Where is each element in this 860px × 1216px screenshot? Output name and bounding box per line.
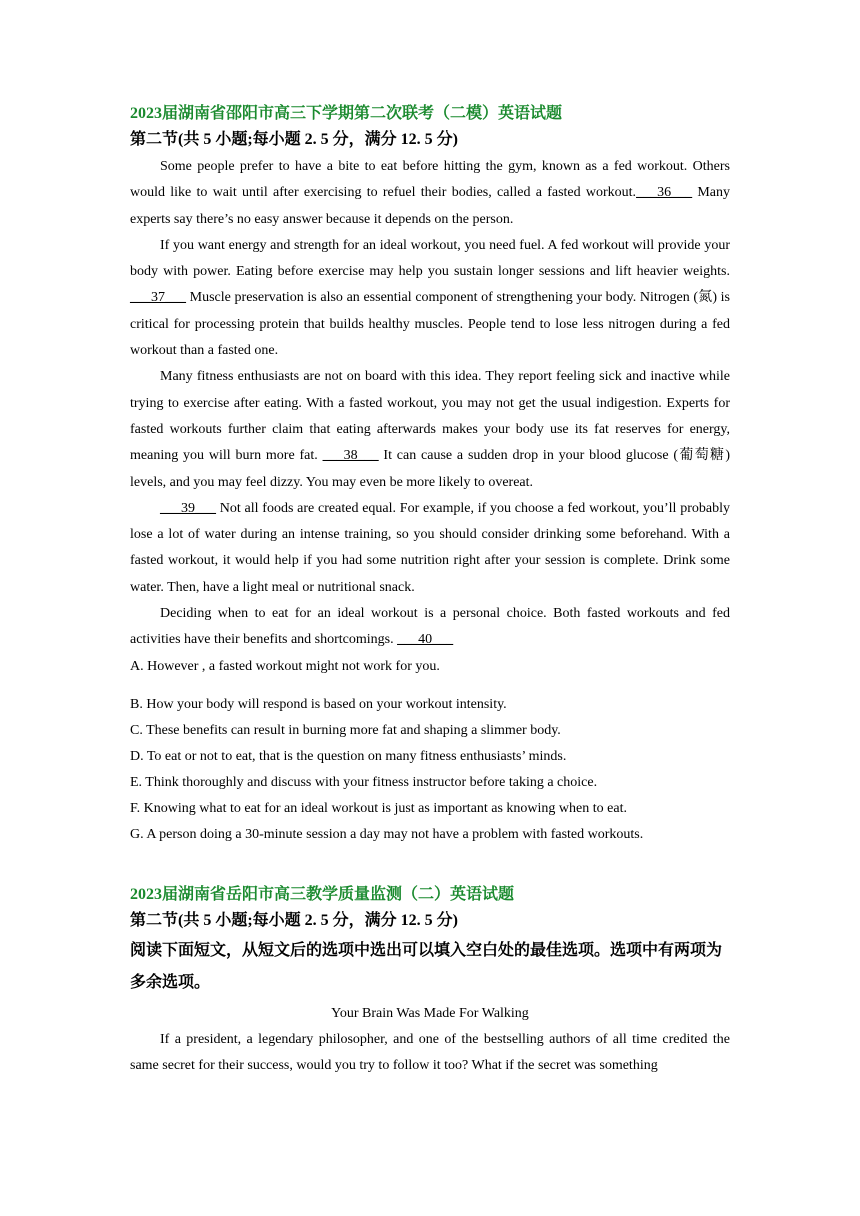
section-gap: [130, 848, 730, 881]
option-f: F. Knowing what to eat for an ideal workout is just as important as knowing when to eat.: [130, 800, 627, 816]
blank-39: ___39___: [160, 500, 216, 516]
blank-40: ___40___: [397, 632, 454, 648]
paragraph-text: It can cause a sudden drop in your blood glucose (葡萄糖) levels, and you may feel dizzy. You may even be more likely to overeat.: [130, 448, 730, 490]
section-heading-1: 第二节(共 5 小题;每小题 2. 5 分，满分 12. 5 分): [130, 131, 458, 148]
options-list: [130, 654, 730, 848]
option-c: C. These benefits can result in burning more fat and shaping a slimmer body.: [130, 722, 561, 738]
option-e: E. Think thoroughly and discuss with your fitness instructor before taking a choice.: [130, 774, 598, 790]
blank-38: ___38___: [322, 448, 379, 464]
exam-title-1: 2023届湖南省邵阳市高三下学期第二次联考（二模）英语试题: [130, 105, 563, 122]
paragraph-text: Muscle preservation is also an essential component of strengthening your body. Nitrogen (氮) is critical for processing protein that builds healthy muscles. People tend to lose less nitrogen during a fed workout than a fasted one.: [130, 290, 730, 359]
paragraph-text: Deciding when to eat for an ideal workout is a personal choice. Both fasted workouts and fed activities have their benefits and shortcomings.: [130, 606, 730, 648]
paragraph-text: Many fitness enthusiasts are not on board with this idea. They report feeling sick and inactive while trying to exercise after eating. With a fasted workout, you may not get the usual indigestion. Experts for fasted workouts further claim that eating afterwards makes your body use its fat reserves for energy, meaning you will burn more fat.: [130, 369, 730, 464]
paragraph-text: If you want energy and strength for an ideal workout, you need fuel. A fed workout will provide your body with power. Eating before exercise may help you sustain longer sessions and lift heavier weights.: [130, 237, 730, 280]
instruction-text: 阅读下面短文，从短文后的选项中选出可以填入空白处的最佳选项。选项中有两项为多余选项。: [130, 941, 723, 991]
paragraph-6: If a president, a legendary philosopher, and one of the bestselling authors of all time credited the same secret for their success, would you try to follow it too? What if the secret was something: [130, 1031, 730, 1073]
blank-36: ___36___: [636, 185, 693, 201]
article-title: Your Brain Was Made For Walking: [331, 1005, 529, 1021]
option-g: G. A person doing a 30-minute session a day may not have a problem with fasted workouts.: [130, 826, 644, 842]
exam-title-2: 2023届湖南省岳阳市高三教学质量监测（二）英语试题: [130, 885, 515, 903]
paragraph-text: Many experts say there’s no easy answer because it depends on the person.: [130, 185, 730, 227]
paragraph-text: Some people prefer to have a bite to eat before hitting the gym, known as a fed workout. Others would like to wait until after exercising to refuel their bodies, called a fasted workout.: [130, 159, 730, 201]
blank-37: ___37___: [130, 290, 186, 306]
paragraph-2: [130, 233, 730, 364]
paragraph-text: Not all foods are created equal. For example, if you choose a fed workout, you’ll probably lose a lot of water during an intense training, so you should consider drinking some beforehand. With a fasted workout, it would help if you had some nutrition right after your session is complete. Drink some water. Then, have a light meal or nutritional snack.: [130, 500, 730, 595]
option-b: B. How your body will respond is based on your workout intensity.: [130, 696, 507, 712]
option-a: A. However , a fasted workout might not work for you.: [130, 658, 440, 674]
document-page: [130, 100, 730, 1079]
paragraph-1: [130, 154, 730, 233]
paragraph-3: [130, 364, 730, 495]
option-d: D. To eat or not to eat, that is the question on many fitness enthusiasts’ minds.: [130, 748, 567, 764]
paragraph-5: [130, 601, 730, 654]
section-heading-2: 第二节(共 5 小题;每小题 2. 5 分，满分 12. 5 分): [130, 911, 458, 929]
paragraph-4: [130, 496, 730, 601]
